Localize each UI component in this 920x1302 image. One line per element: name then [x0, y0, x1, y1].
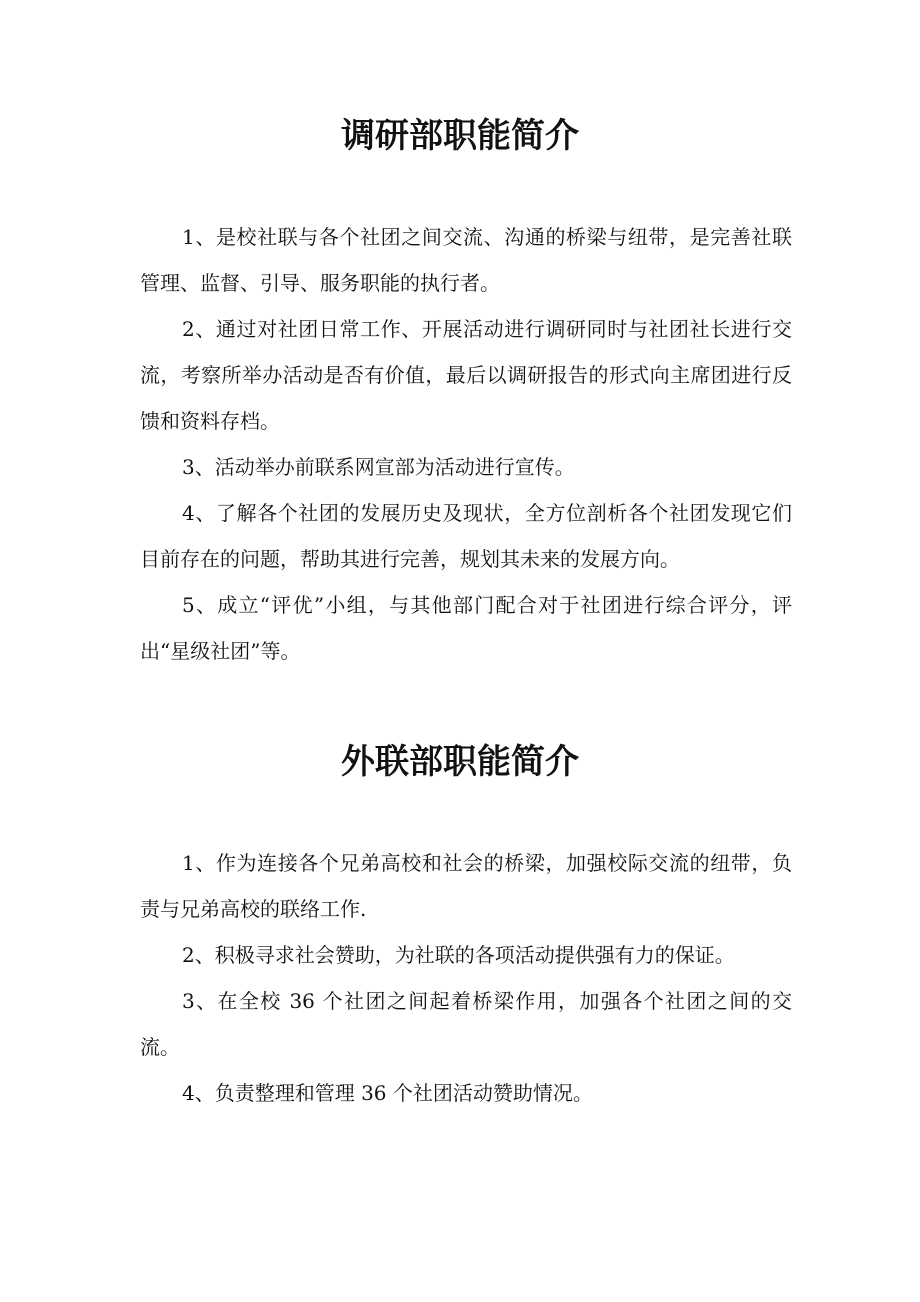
section-title-external: 外联部职能简介	[341, 742, 579, 782]
research-duties-list	[140, 214, 792, 674]
research-duty-5: 5、成立“评优”小组，与其他部门配合对于社团进行综合评分，评出“星级社团”等。	[140, 593, 792, 663]
external-duty-1: 1、作为连接各个兄弟高校和社会的桥梁，加强校际交流的纽带，负责与兄弟高校的联络工作.	[140, 851, 792, 921]
external-duties-list	[140, 840, 792, 1116]
research-duty-4: 4、了解各个社团的发展历史及现状，全方位剖析各个社团发现它们目前存在的问题，帮助其进行完善，规划其未来的发展方向。	[140, 501, 792, 571]
external-duty-4: 4、负责整理和管理 36 个社团活动赞助情况。	[182, 1081, 593, 1105]
external-duty-3: 3、在全校 36 个社团之间起着桥梁作用，加强各个社团之间的交流。	[140, 989, 792, 1059]
external-duty-2: 2、积极寻求社会赞助，为社联的各项活动提供强有力的保证。	[182, 943, 735, 967]
section-title-research: 调研部职能简介	[341, 116, 579, 156]
research-duty-1: 1、是校社联与各个社团之间交流、沟通的桥梁与纽带，是完善社联管理、监督、引导、服务职能的执行者。	[140, 225, 792, 295]
research-duty-2: 2、通过对社团日常工作、开展活动进行调研同时与社团社长进行交流，考察所举办活动是否有价值，最后以调研报告的形式向主席团进行反馈和资料存档。	[140, 317, 792, 433]
research-duty-3: 3、活动举办前联系网宣部为活动进行宣传。	[182, 455, 575, 479]
